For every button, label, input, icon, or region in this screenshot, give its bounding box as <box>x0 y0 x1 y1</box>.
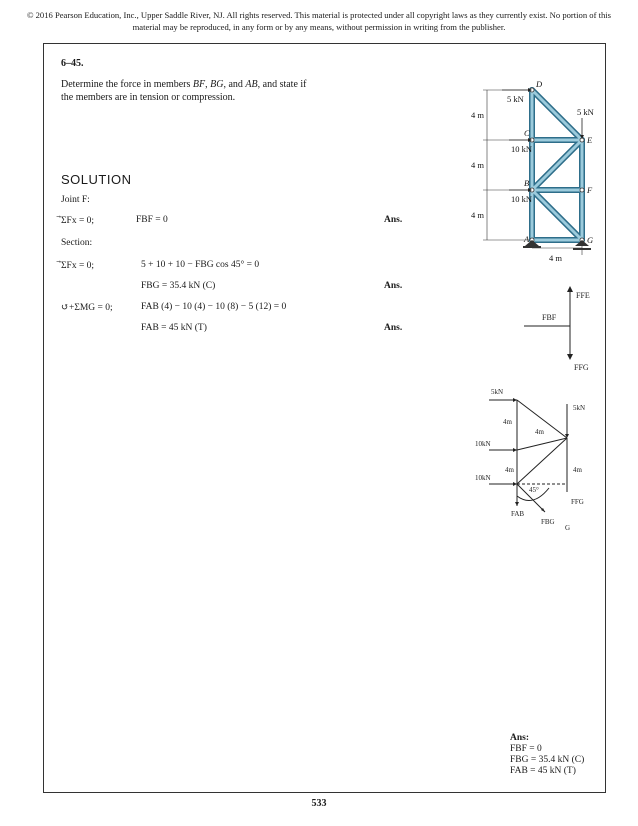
answer-line: FBG = 35.4 kN (C) <box>510 755 585 765</box>
equation-2-right: 5 + 10 + 10 − FBG cos 45° = 0 <box>141 260 260 270</box>
dimension-label: 4 m <box>471 110 484 120</box>
answer-heading: Ans: <box>510 733 530 743</box>
dimension-label: 4 m <box>549 253 562 263</box>
truss-figure <box>469 80 609 265</box>
answer-summary <box>510 733 584 777</box>
statement-part: , and <box>223 79 246 90</box>
copyright-notice: © 2016 Pearson Education, Inc., Upper Saddle River, NJ. All rights reserved. This material is protected under all copyright laws as they currently exist. No portion of this material may be reproduced, in any form or by any means, without permission in writing from the publisher. <box>26 10 612 32</box>
problem-statement <box>61 78 321 104</box>
node-label: C <box>524 128 530 138</box>
fbd-label: 45° <box>529 486 539 494</box>
joint-f-fbd <box>514 286 604 376</box>
fbd-label: 10kN <box>475 474 491 482</box>
answer-line: FBF = 0 <box>510 744 542 754</box>
ans-marker: Ans. <box>384 323 403 333</box>
ans-marker: Ans. <box>384 215 403 225</box>
node-label: F <box>587 185 593 195</box>
section-label: Section: <box>61 238 93 248</box>
fbd-label: FFG <box>574 363 589 372</box>
fbd-label: 5kN <box>573 404 586 412</box>
equation-1-right: FBF = 0 <box>136 215 168 225</box>
fbd-label: 5kN <box>491 388 504 396</box>
member-bg: BG <box>210 79 224 90</box>
dimension-label: 4 m <box>471 160 484 170</box>
ans-marker: Ans. <box>384 281 403 291</box>
node-label: A <box>524 234 530 244</box>
problem-number: 6–45. <box>61 58 84 69</box>
equation-4-left: ↺+ΣMG = 0; <box>61 303 113 313</box>
section-fbd <box>469 384 609 544</box>
solution-heading: SOLUTION <box>61 172 132 187</box>
fbd-label: G <box>565 524 571 532</box>
equation-4-right: FAB (4) − 10 (4) − 10 (8) − 5 (12) = 0 <box>141 302 287 312</box>
fbd-label: 4m <box>573 466 582 474</box>
fbd-label: 4m <box>503 418 512 426</box>
fbd-label: FFG <box>571 498 584 506</box>
page-number: 533 <box>311 798 327 809</box>
fbd-label: FBG <box>541 518 555 526</box>
joint-label: Joint F: <box>61 195 90 205</box>
load-label: 10 kN <box>511 194 533 204</box>
equation-1-left: ⃗ΣFx = 0; <box>61 216 95 226</box>
node-label: G <box>587 235 594 245</box>
load-label: 5 kN <box>577 107 594 117</box>
statement-part: , <box>205 79 211 90</box>
load-label: 10 kN <box>511 144 533 154</box>
member-ab: AB <box>245 79 258 90</box>
dimension-label: 4 m <box>471 210 484 220</box>
equation-5: FAB = 45 kN (T) <box>141 323 207 333</box>
fbd-label: FFE <box>576 291 590 300</box>
statement-part: , and state if the members are in tension or compression. <box>61 79 307 103</box>
fbd-label: 10kN <box>475 440 491 448</box>
equation-2-left: ⃗ΣFx = 0; <box>61 261 95 271</box>
load-label: 5 kN <box>507 94 524 104</box>
node-label: D <box>536 80 543 89</box>
fbd-label: FAB <box>511 510 525 518</box>
answer-line: FAB = 45 kN (T) <box>510 766 576 776</box>
problem-frame <box>43 43 606 793</box>
node-label: B <box>524 178 530 188</box>
node-label: E <box>587 135 593 145</box>
fbd-label: FBF <box>542 313 557 322</box>
fbd-label: 4m <box>505 466 514 474</box>
equation-3: FBG = 35.4 kN (C) <box>141 281 216 291</box>
statement-part: Determine the force in members <box>61 79 193 90</box>
fbd-label: 4m <box>535 428 544 436</box>
member-bf: BF <box>192 79 206 90</box>
